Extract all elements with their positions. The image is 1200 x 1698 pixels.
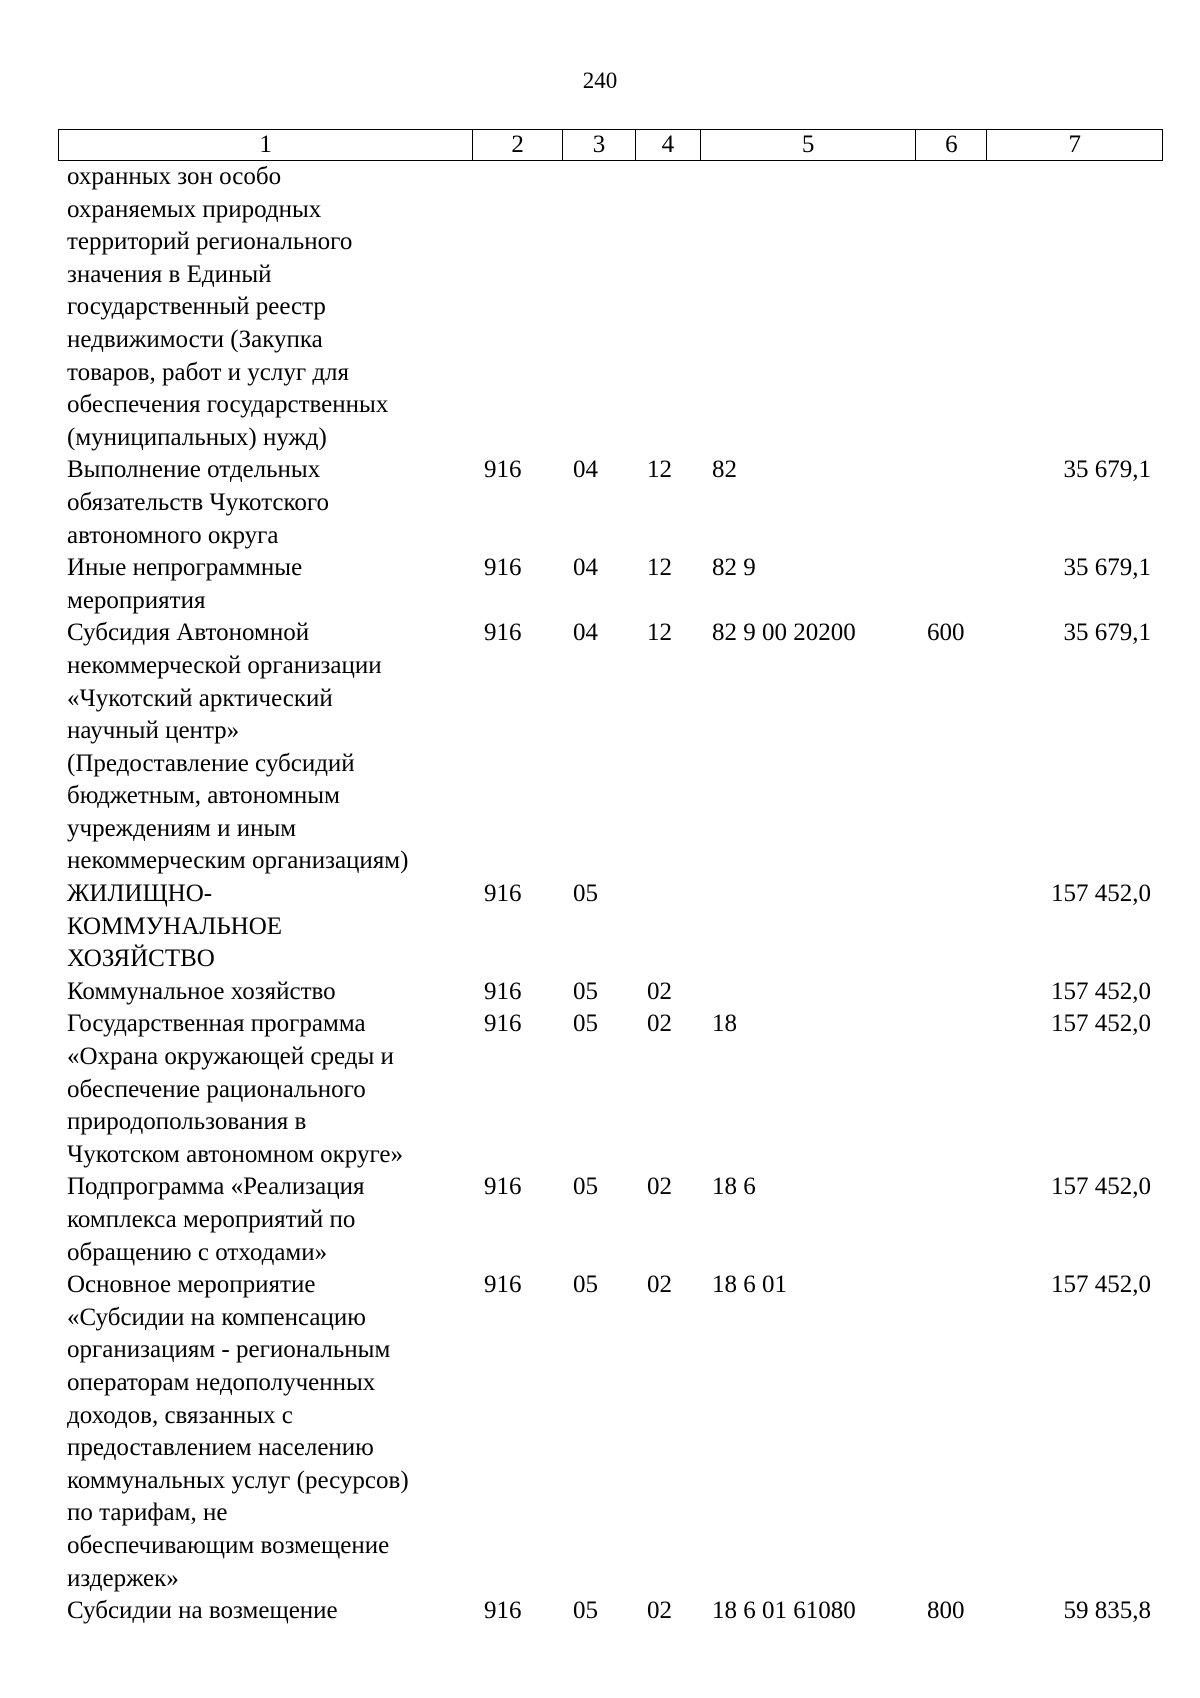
header-cell-6: 6 <box>915 130 986 160</box>
row-code-col3: 04 <box>573 456 598 484</box>
table-row <box>58 454 1163 552</box>
row-amount: 157 452,0 <box>1051 977 1151 1005</box>
table-row <box>58 976 1163 1009</box>
row-amount: 157 452,0 <box>1051 1271 1151 1299</box>
row-name: Основное мероприятие «Субсидии на компенсацию организациям - региональным операторам недополученных доходов, связанных с предоставлением населению коммунальных услуг (ресурсов) по тарифам, не обеспечивающим возмещение издержек» <box>67 1271 409 1592</box>
table-row <box>58 617 1163 878</box>
row-code-col4: 02 <box>647 1010 672 1038</box>
row-code-col4: 12 <box>647 554 672 582</box>
row-code-col3: 04 <box>573 554 598 582</box>
table-row <box>58 1171 1163 1269</box>
row-code-col2: 916 <box>484 1173 522 1201</box>
row-code-col2: 916 <box>484 554 522 582</box>
table-row <box>58 1595 1163 1628</box>
header-cell-5: 5 <box>700 130 916 160</box>
row-code-col3: 05 <box>573 1173 598 1201</box>
header-cell-1: 1 <box>259 131 272 158</box>
row-code-col4: 02 <box>647 1173 672 1201</box>
table-row <box>58 552 1163 617</box>
row-amount: 157 452,0 <box>1051 880 1151 908</box>
row-code-col2: 916 <box>484 1010 522 1038</box>
row-code-col3: 05 <box>573 880 598 908</box>
row-code-col5: 82 9 <box>712 554 756 582</box>
row-code-col3: 05 <box>573 1597 598 1625</box>
row-code-col4: 12 <box>647 456 672 484</box>
table-row <box>58 1269 1163 1595</box>
row-code-col3: 05 <box>573 977 598 1005</box>
row-code-col4: 02 <box>647 977 672 1005</box>
table-row <box>58 878 1163 976</box>
row-code-col3: 05 <box>573 1271 598 1299</box>
row-amount: 157 452,0 <box>1051 1173 1151 1201</box>
row-code-col6: 800 <box>927 1597 965 1625</box>
row-name: охранных зон особо охраняемых природных территорий регионального значения в Единый государственный реестр недвижимости (Закупка товаров, работ и услуг для обеспечения государственных (муниципальных) нужд) <box>67 163 389 451</box>
row-name: Коммунальное хозяйство <box>67 977 336 1005</box>
row-code-col2: 916 <box>484 456 522 484</box>
row-code-col2: 916 <box>484 619 522 647</box>
row-code-col2: 916 <box>484 977 522 1005</box>
header-cell-7: 7 <box>986 130 1162 160</box>
row-amount: 59 835,8 <box>1063 1597 1151 1625</box>
header-cell-2: 2 <box>472 130 562 160</box>
row-amount: 35 679,1 <box>1063 554 1151 582</box>
table-header-row <box>58 129 1163 161</box>
row-name: Субсидия Автономной некоммерческой организации «Чукотский арктический научный центр» (Предоставление субсидий бюджетным, автономным учреждениям и иным некоммерческим организациям) <box>67 619 409 875</box>
row-name: Субсидии на возмещение <box>67 1597 338 1625</box>
row-code-col5: 18 6 <box>712 1173 756 1201</box>
row-code-col2: 916 <box>484 880 522 908</box>
row-code-col4: 12 <box>647 619 672 647</box>
page-number: 240 <box>582 68 618 93</box>
table-row <box>58 161 1163 454</box>
row-amount: 35 679,1 <box>1063 619 1151 647</box>
row-code-col6: 600 <box>927 619 965 647</box>
row-code-col4: 02 <box>647 1271 672 1299</box>
row-code-col3: 05 <box>573 1010 598 1038</box>
row-name: Государственная программа «Охрана окружающей среды и обеспечение рационального природопользования в Чукотском автономном округе» <box>67 1010 403 1168</box>
row-code-col5: 82 9 00 20200 <box>712 619 856 647</box>
row-code-col5: 18 6 01 <box>712 1271 787 1299</box>
row-code-col5: 18 <box>712 1010 737 1038</box>
row-code-col5: 82 <box>712 456 737 484</box>
row-code-col3: 04 <box>573 619 598 647</box>
row-code-col5: 18 6 01 61080 <box>712 1597 856 1625</box>
row-code-col4: 02 <box>647 1597 672 1625</box>
row-amount: 35 679,1 <box>1063 456 1151 484</box>
table-row <box>58 1008 1163 1171</box>
budget-table <box>58 129 1163 1628</box>
header-cell-4: 4 <box>635 130 700 160</box>
row-name: Подпрограмма «Реализация комплекса мероприятий по обращению с отходами» <box>67 1173 365 1266</box>
row-name: Выполнение отдельных обязательств Чукотского автономного округа <box>67 456 330 549</box>
row-name: Иные непрограммные мероприятия <box>67 554 303 614</box>
row-name: ЖИЛИЩНО- КОММУНАЛЬНОЕ ХОЗЯЙСТВО <box>67 880 283 973</box>
row-code-col2: 916 <box>484 1597 522 1625</box>
header-cell-3: 3 <box>562 130 635 160</box>
row-amount: 157 452,0 <box>1051 1010 1151 1038</box>
row-code-col2: 916 <box>484 1271 522 1299</box>
